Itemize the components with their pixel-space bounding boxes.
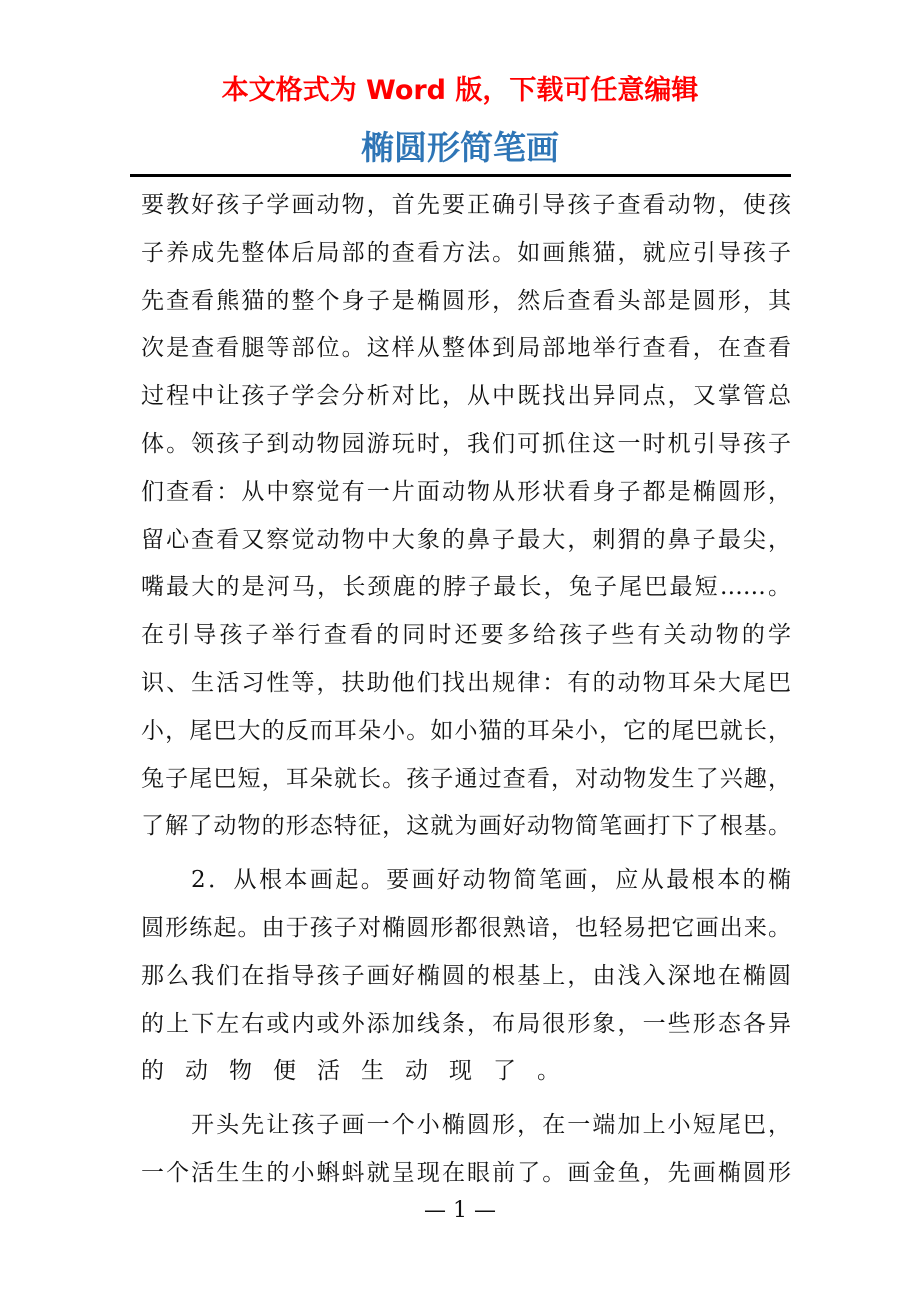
text-line: 要教好孩子学画动物，首先要正确引导孩子查看动物，使孩 xyxy=(141,192,791,218)
text-line: 嘴最大的是河马，长颈鹿的脖子最长，兔子尾巴最短……。 xyxy=(141,574,791,601)
text-line: 留心查看又察觉动物中大象的鼻子最大，刺猬的鼻子最尖， xyxy=(141,526,791,553)
text-line: 2．从根本画起。要画好动物简笔画，应从最根本的椭 xyxy=(191,867,791,894)
text-line: 兔子尾巴短，耳朵就长。孩子通过查看，对动物发生了兴趣， xyxy=(141,765,791,792)
text-line: 一个活生生的小蝌蚪就呈现在眼前了。画金鱼，先画椭圆形 xyxy=(141,1159,791,1186)
format-notice: 本文格式为 Word 版，下载可任意编辑 xyxy=(221,75,699,106)
text-line: 在引导孩子举行查看的同时还要多给孩子些有关动物的学 xyxy=(141,622,791,649)
text-line: 那么我们在指导孩子画好椭圆的根基上，由浅入深地在椭圆 xyxy=(141,962,791,989)
text-line: 体。领孩子到动物园游玩时，我们可抓住这一时机引导孩子 xyxy=(141,430,791,457)
text-line: 的动物便活生动现了。 xyxy=(141,1058,581,1085)
page-title: 椭圆形简笔画 xyxy=(361,128,559,167)
title-divider xyxy=(130,174,791,177)
paragraph-1 xyxy=(141,182,791,851)
text-line: 的上下左右或内或外添加线条，布局很形象，一些形态各异 xyxy=(141,1010,791,1037)
text-line: 过程中让孩子学会分析对比，从中既找出异同点，又掌管总 xyxy=(141,383,791,410)
text-line: 先查看熊猫的整个身子是椭圆形，然后查看头部是圆形，其 xyxy=(141,287,791,314)
document-body xyxy=(141,182,791,1198)
text-line: 小，尾巴大的反而耳朵小。如小猫的耳朵小，它的尾巴就长， xyxy=(141,717,791,744)
text-line: 子养成先整体后局部的查看方法。如画熊猫，就应引导孩子 xyxy=(141,239,791,266)
text-line: 次是查看腿等部位。这样从整体到局部地举行查看，在查看 xyxy=(141,335,791,362)
text-line: 圆形练起。由于孩子对椭圆形都很熟谙，也轻易把它画出来。 xyxy=(141,914,791,941)
paragraph-3 xyxy=(141,1102,791,1198)
paragraph-2 xyxy=(141,857,791,1096)
text-line: 了解了动物的形态特征，这就为画好动物简笔画打下了根基。 xyxy=(141,813,791,840)
text-line: 开头先让孩子画一个小椭圆形，在一端加上小短尾巴， xyxy=(191,1112,791,1139)
text-line: 们查看：从中察觉有一片面动物从形状看身子都是椭圆形， xyxy=(141,478,791,505)
text-line: 识、生活习性等，扶助他们找出规律：有的动物耳朵大尾巴 xyxy=(141,669,791,696)
page-number: — 1 — xyxy=(424,1198,496,1223)
